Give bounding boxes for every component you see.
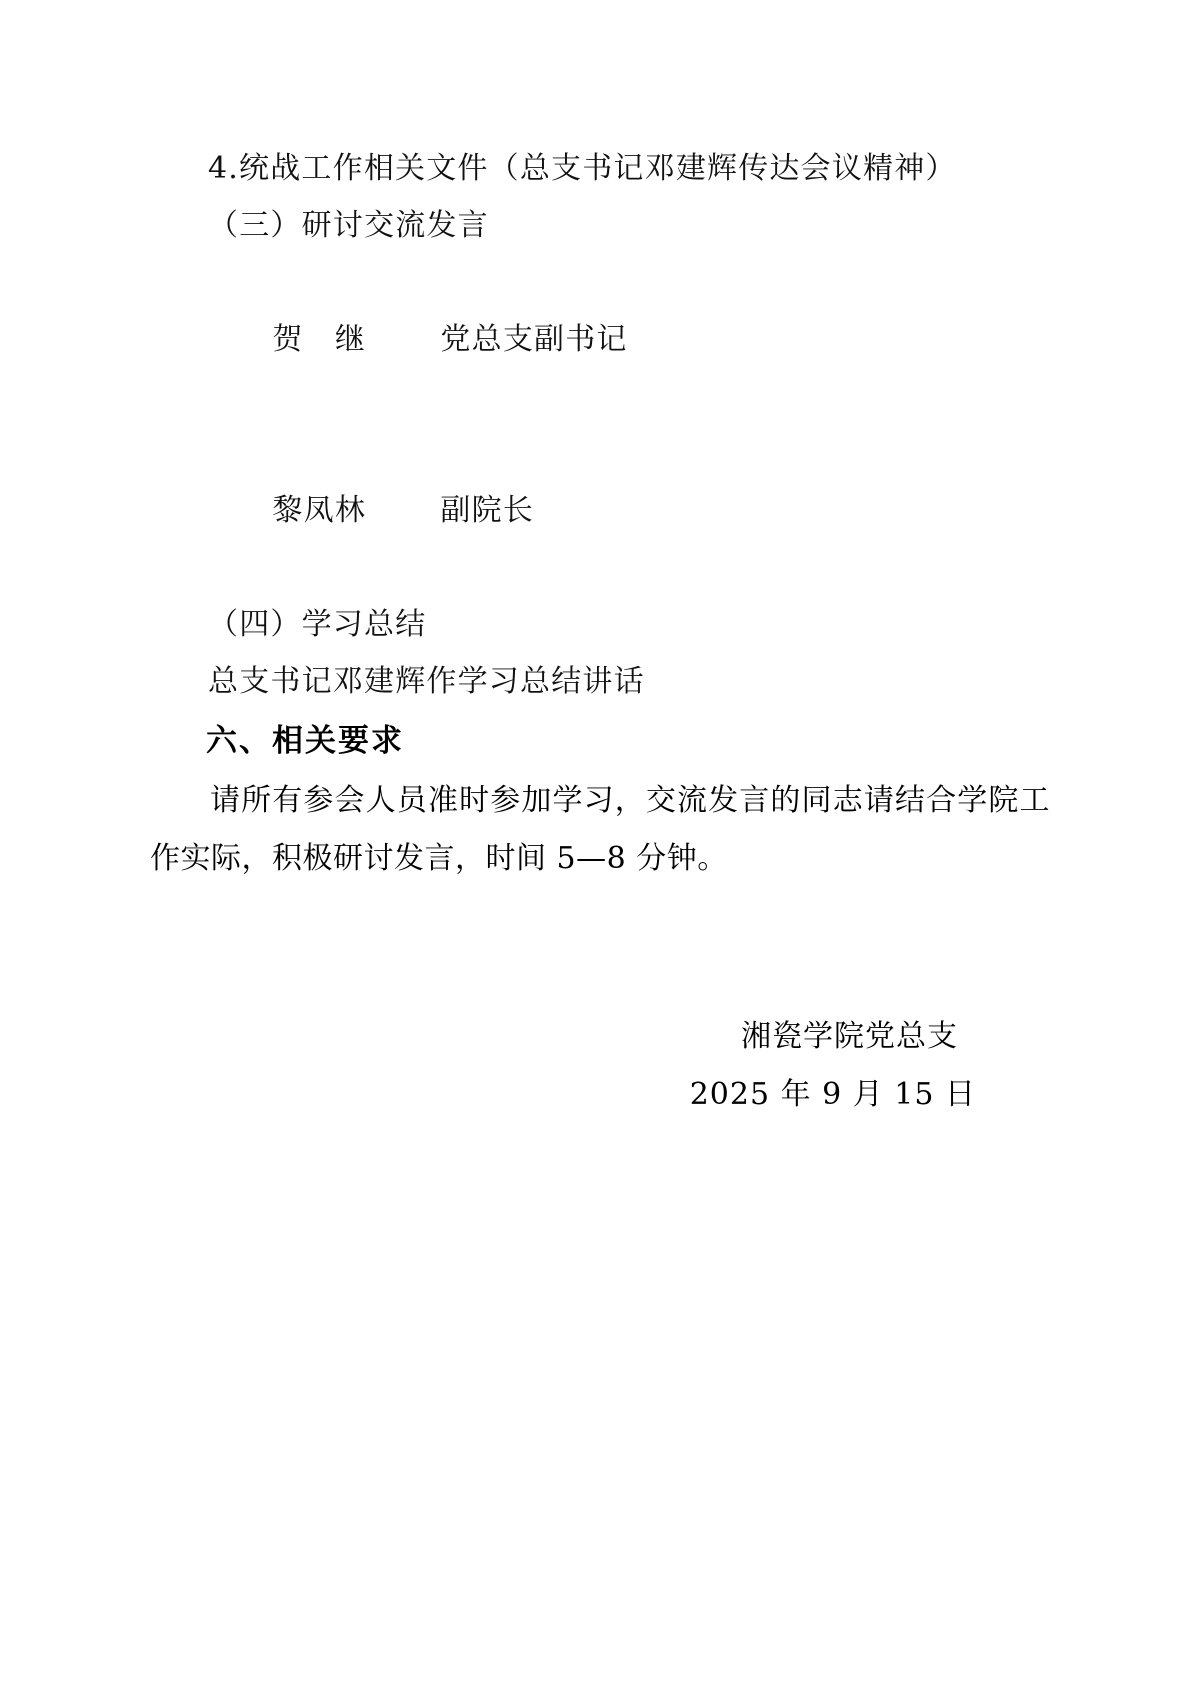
speaker-title: 党总支副书记 bbox=[440, 322, 628, 357]
signature-date: 2025 年 9 月 15 日 bbox=[689, 1077, 976, 1112]
speaker-name: 黎凤林 bbox=[272, 493, 367, 528]
signature-spacer bbox=[150, 888, 1050, 1008]
speaker-row bbox=[150, 425, 1050, 596]
section-heading-four: （四）学习总结 bbox=[208, 607, 427, 642]
signature-organization: 湘瓷学院党总支 bbox=[741, 1019, 958, 1054]
heading-six-requirements: 六、相关要求 bbox=[206, 723, 404, 759]
speaker-title: 副院长 bbox=[440, 493, 535, 528]
section-heading-three: （三）研讨交流发言 bbox=[208, 208, 489, 243]
agenda-item-4: 4.统战工作相关文件（总支书记邓建辉传达会议精神） bbox=[208, 151, 957, 186]
section-four-content: 总支书记邓建辉作学习总结讲话 bbox=[208, 664, 645, 699]
requirements-paragraph: 请所有参会人员准时参加学习，交流发言的同志请结合学院工作实际，积极研讨发言，时间 5—8 分钟。 bbox=[150, 783, 1050, 876]
speaker-row bbox=[150, 254, 1050, 425]
document-content bbox=[150, 140, 1050, 1124]
speaker-name: 贺 继 bbox=[272, 322, 367, 357]
